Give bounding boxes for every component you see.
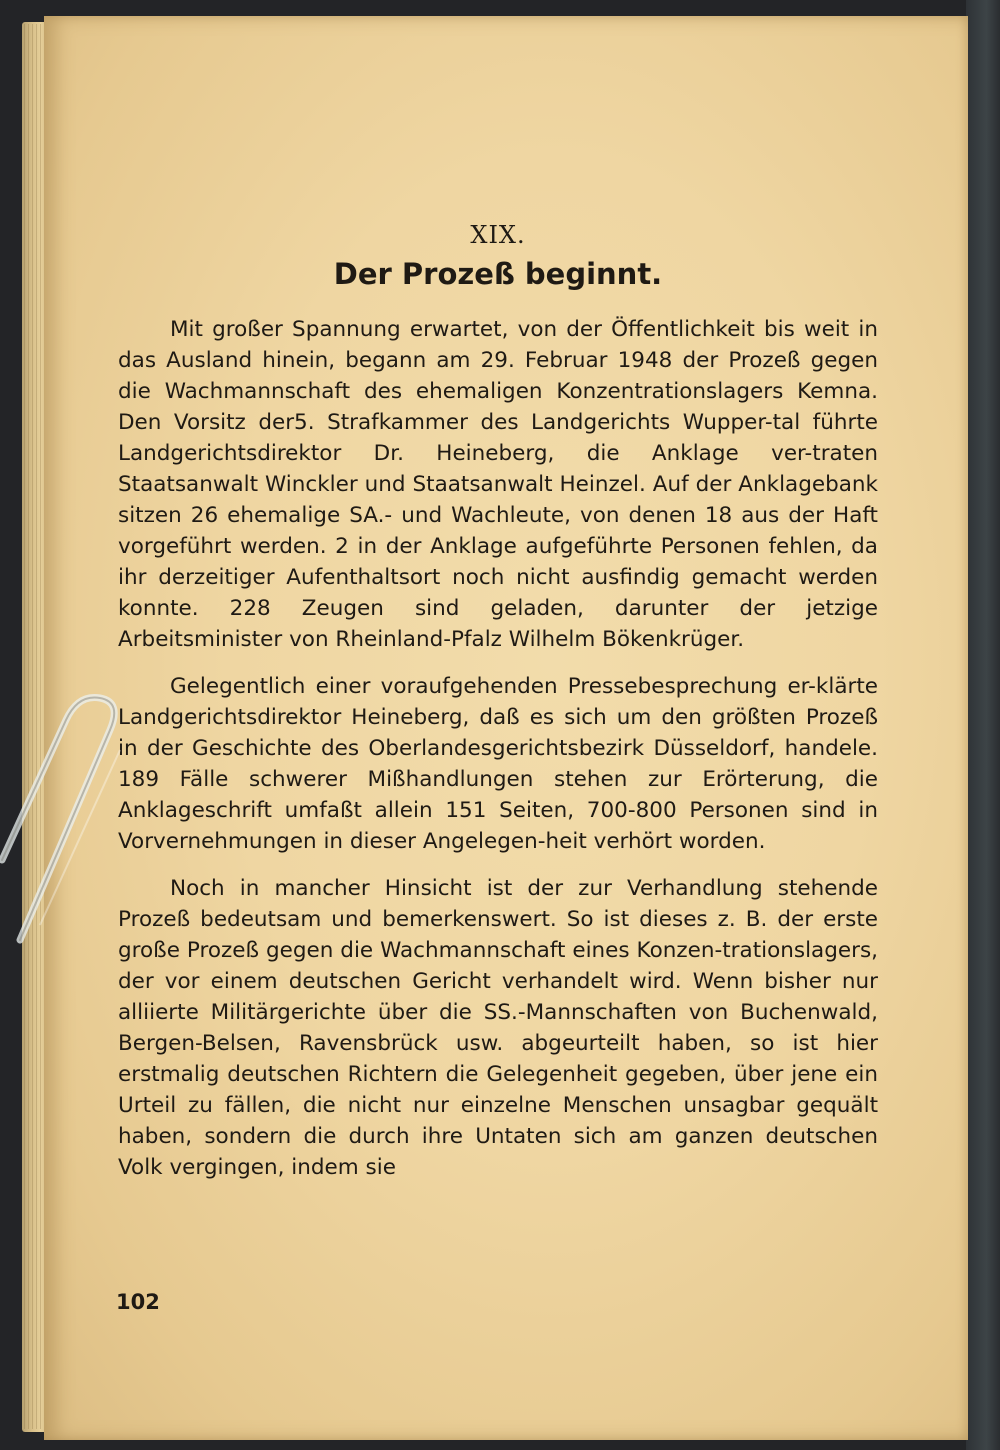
chapter-number: XIX. bbox=[470, 221, 526, 249]
paragraph-3: Noch in mancher Hinsicht ist der zur Verhandlung stehende Prozeß bedeutsam und bemerkenswert. So ist dieses z. B. der erste große Prozeß gegen die Wachmannschaft eines Konzen-trationslagers, der vor einem deutschen Gericht verhandelt wird. Wenn bisher nur alliierte Militärgerichte über die SS.-Mannschaften von Buchenwald, Bergen-Belsen, Ravensbrück usw. abgeurteilt haben, so ist hier erstmalig deutschen Richtern die Gelegenheit gegeben, über jene ein Urteil zu fällen, die nicht nur einzelne Menschen unsagbar gequält haben, sondern die durch ihre Untaten sich am ganzen deutschen Volk vergingen, indem sie bbox=[118, 876, 878, 1180]
paragraph-1: Mit großer Spannung erwartet, von der Öffentlichkeit bis weit in das Ausland hinein, begann am 29. Februar 1948 der Prozeß gegen die Wachmannschaft des ehemaligen Konzentrationslagers Kemna. Den Vorsitz der5. Strafkammer des Landgerichts Wupper-tal führte Landgerichtsdirektor Dr. Heineberg, die Anklage ver-traten Staatsanwalt Winckler und Staatsanwalt Heinzel. Auf der Anklagebank sitzen 26 ehemalige SA.- und Wachleute, von denen 18 aus der Haft vorgeführt werden. 2 in der Anklage aufgeführte Personen fehlen, da ihr derzeitiger Aufenthaltsort noch nicht ausfindig gemacht werden konnte. 228 Zeugen sind geladen, darunter der jetzige Arbeitsminister von Rheinland-Pfalz Wilhelm Bökenkrüger. bbox=[118, 317, 878, 652]
scanner-edge bbox=[966, 0, 1000, 1450]
page-number: 102 bbox=[116, 1290, 160, 1314]
page-content bbox=[118, 220, 878, 1199]
chapter-title: Der Prozeß beginnt. bbox=[333, 257, 663, 291]
paragraph-2: Gelegentlich einer voraufgehenden Pressebesprechung er-klärte Landgerichtsdirektor Heineberg, daß es sich um den größten Prozeß in der Geschichte des Oberlandesgerichtsbezirk Düsseldorf, handele. 189 Fälle schwerer Mißhandlungen stehen zur Erörterung, die Anklageschrift umfaßt allein 151 Seiten, 700-800 Personen sind in Vorvernehmungen in dieser Angelegen-heit verhört worden. bbox=[118, 674, 878, 854]
